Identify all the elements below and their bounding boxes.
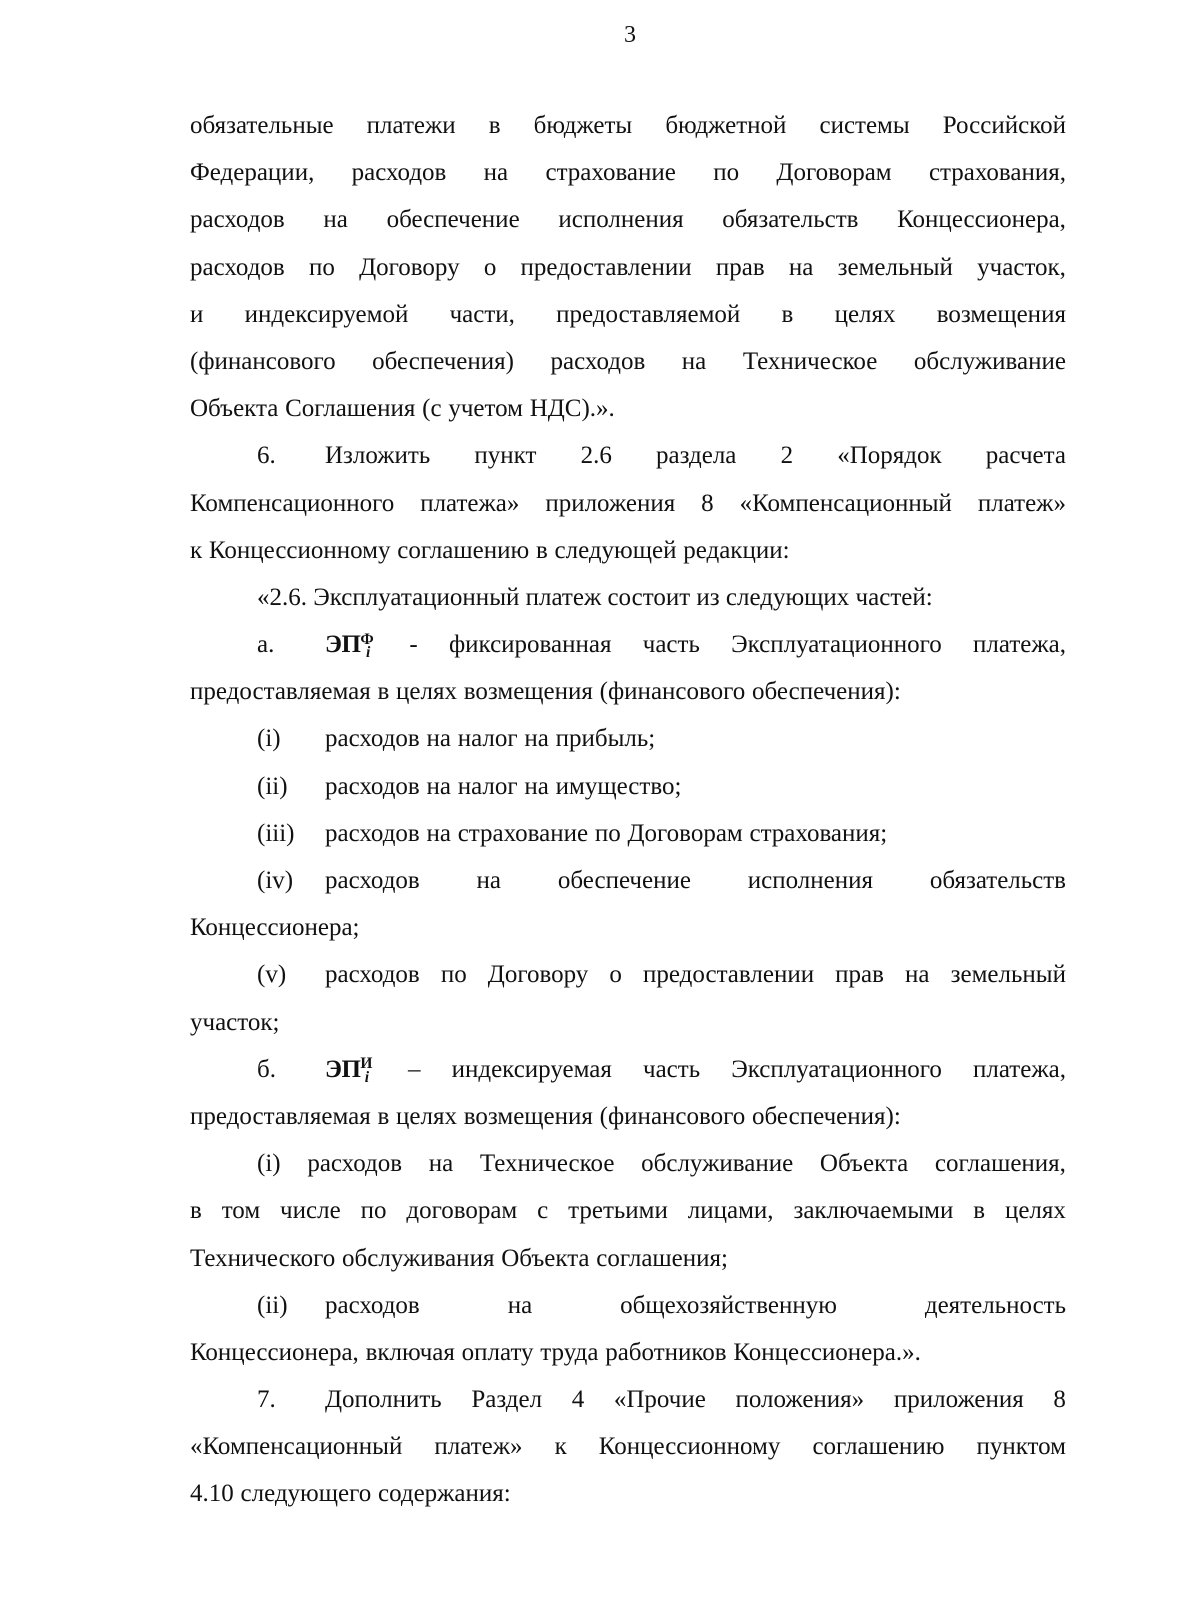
word: прав xyxy=(715,253,765,281)
word: обеспечения) xyxy=(372,347,514,375)
word: 4 xyxy=(571,1386,585,1414)
word: на xyxy=(428,1150,454,1178)
word: на xyxy=(905,961,930,989)
list-item-line xyxy=(190,621,1066,668)
word: деятельность xyxy=(924,1291,1066,1319)
word: следующего xyxy=(240,1480,372,1508)
word: обеспечения): xyxy=(752,678,901,706)
word: расходов xyxy=(190,253,285,281)
word: по xyxy=(308,253,335,281)
word: целях xyxy=(396,678,457,706)
word: части, xyxy=(449,300,515,328)
word: в xyxy=(973,1197,986,1225)
word: Эксплуатационного xyxy=(731,631,942,659)
word: соглашения; xyxy=(596,1244,728,1272)
word: в xyxy=(190,1197,202,1225)
word: прибыль; xyxy=(555,725,656,753)
word: по xyxy=(594,819,621,847)
word: Соглашения xyxy=(285,395,416,423)
word: Техническое xyxy=(479,1150,615,1178)
word: расходов xyxy=(325,725,420,753)
word: о xyxy=(609,961,622,989)
word: Российской xyxy=(942,112,1066,139)
text-line xyxy=(190,196,1066,243)
text-line xyxy=(190,385,1066,432)
word: Договорам xyxy=(776,159,892,187)
formula-base: ЭП xyxy=(325,631,361,659)
word: системы xyxy=(819,112,910,139)
word: Эксплуатационного xyxy=(731,1055,942,1083)
word: редакции: xyxy=(683,536,790,564)
list-marker: б. xyxy=(257,1055,276,1083)
word: приложения xyxy=(893,1386,1024,1414)
word: предоставляемая xyxy=(190,1102,371,1130)
word: о xyxy=(483,253,497,281)
list-item-text xyxy=(325,1282,1066,1329)
word: налог xyxy=(457,772,518,800)
quote-intro xyxy=(190,574,1066,621)
word: Объекта xyxy=(501,1244,590,1272)
word: расходов xyxy=(307,1150,403,1178)
word: платеж» xyxy=(977,489,1066,517)
word: индексируемой xyxy=(244,300,409,328)
word: платежа, xyxy=(973,1055,1066,1083)
word: по xyxy=(360,1197,387,1225)
word: Техническое xyxy=(742,347,878,375)
word: на xyxy=(788,253,814,281)
word: земельный xyxy=(837,253,953,281)
word: предоставлении xyxy=(520,253,692,281)
word: в xyxy=(488,112,501,139)
word: расходов xyxy=(325,772,420,800)
word: на xyxy=(426,772,451,800)
word: и xyxy=(190,300,204,328)
text-line xyxy=(190,668,1066,715)
word: 8 xyxy=(701,489,714,517)
word: обслуживание xyxy=(913,347,1066,375)
word: 8 xyxy=(1053,1386,1066,1414)
word: на xyxy=(524,725,549,753)
list-item-text xyxy=(325,621,1066,671)
word: с xyxy=(537,1197,549,1225)
text-line xyxy=(190,999,1066,1046)
page-number: 3 xyxy=(624,22,636,48)
word: Объекта xyxy=(190,395,279,423)
word: платежи xyxy=(366,112,456,139)
document-body xyxy=(190,102,1066,1518)
word: том xyxy=(221,1197,261,1225)
word: учетом xyxy=(448,395,523,423)
word: Технического xyxy=(190,1244,336,1272)
word: - xyxy=(409,631,418,659)
word: Договорам xyxy=(627,819,743,847)
word: Раздел xyxy=(471,1386,543,1414)
word: Дополнить xyxy=(325,1386,442,1414)
word: Концессионера, xyxy=(190,1338,359,1366)
word: приложения xyxy=(545,489,676,517)
word: Концессионера; xyxy=(190,914,360,942)
word: Изложить xyxy=(325,442,431,470)
word: расходов xyxy=(351,159,447,187)
word: пункт xyxy=(474,442,537,470)
text-line xyxy=(190,102,1066,149)
list-item-text xyxy=(325,715,1066,762)
word: «Порядок xyxy=(837,442,942,470)
word: Концессионера.». xyxy=(733,1338,921,1366)
word: Концессионера, xyxy=(897,206,1066,234)
text-line xyxy=(190,338,1066,385)
word: Концессионному xyxy=(208,536,391,564)
word: труда xyxy=(540,1338,599,1366)
word: участок, xyxy=(977,253,1066,281)
word: возмещения xyxy=(936,300,1066,328)
text-line xyxy=(190,527,1066,574)
word: на xyxy=(476,867,502,894)
word: – xyxy=(407,1055,421,1083)
list-marker: 6. xyxy=(257,442,276,470)
word: расходов xyxy=(325,1291,420,1319)
word: обеспечения): xyxy=(752,1102,901,1130)
word: индексируемая xyxy=(451,1055,612,1083)
word: к xyxy=(190,536,203,564)
word: пунктом xyxy=(976,1433,1066,1461)
word: соглашению xyxy=(397,536,530,564)
word: «Прочие xyxy=(613,1386,706,1414)
word: третьими xyxy=(568,1197,668,1225)
word: в xyxy=(377,678,390,706)
word: обязательств xyxy=(929,867,1066,894)
text-line xyxy=(190,1187,1066,1234)
list-marker: (v) xyxy=(257,961,287,989)
formula-superscript: Ф xyxy=(360,630,374,648)
list-item-text xyxy=(325,1376,1066,1423)
list-item-text xyxy=(325,763,1066,810)
list-marker: (iv) xyxy=(257,867,294,894)
word: расходов xyxy=(325,867,420,894)
word: обслуживание xyxy=(641,1150,794,1178)
formula-base: ЭП xyxy=(325,1055,361,1083)
word: по xyxy=(440,961,467,989)
text-line xyxy=(190,904,1066,951)
word: Компенсационного xyxy=(190,489,395,517)
list-marker: (i) xyxy=(257,1150,281,1178)
text-line xyxy=(190,1470,1066,1517)
word: договорам xyxy=(406,1197,518,1225)
list-item-text xyxy=(325,810,1066,857)
word: исполнения xyxy=(558,206,684,234)
word: (финансового xyxy=(599,1102,746,1130)
word: платеж» xyxy=(434,1433,523,1461)
word: расходов xyxy=(550,347,646,375)
word: НДС).». xyxy=(529,395,615,423)
word: предоставлении xyxy=(642,961,815,989)
word: на xyxy=(483,159,509,187)
word: целях xyxy=(396,1102,457,1130)
word: (финансового xyxy=(599,678,746,706)
word: соглашению xyxy=(812,1433,945,1461)
word: земельный xyxy=(950,961,1066,989)
list-item-line xyxy=(190,810,1066,857)
word: содержания: xyxy=(377,1480,511,1508)
word: 4.10 xyxy=(190,1480,234,1508)
word: прав xyxy=(835,961,884,989)
word: Договору xyxy=(487,961,589,989)
word: на xyxy=(681,347,707,375)
word: к xyxy=(554,1433,567,1461)
text-line xyxy=(190,291,1066,338)
word: работников xyxy=(605,1338,727,1366)
word: возмещения xyxy=(463,1102,593,1130)
word: на xyxy=(507,1291,533,1319)
word: на xyxy=(426,819,451,847)
word: обслуживания xyxy=(342,1244,495,1272)
word: обеспечение xyxy=(386,206,520,234)
word: возмещения xyxy=(463,678,593,706)
formula-symbol xyxy=(325,621,378,671)
word: раздела xyxy=(655,442,737,470)
word: на xyxy=(524,772,549,800)
word: расчета xyxy=(985,442,1066,470)
word: следующей xyxy=(554,536,677,564)
text-line xyxy=(190,244,1066,291)
list-item-line xyxy=(190,1046,1066,1093)
quote-intro-text: «2.6. Эксплуатационный платеж состоит из следующих частей: xyxy=(257,583,933,611)
word: налог xyxy=(457,725,518,753)
word: лицами, xyxy=(687,1197,774,1225)
list-item-line xyxy=(190,1282,1066,1329)
word: расходов xyxy=(325,819,420,847)
list-item-line xyxy=(190,432,1066,479)
list-item-line xyxy=(190,857,1066,904)
word: часть xyxy=(643,1055,701,1083)
word: (финансового xyxy=(190,347,336,375)
word: расходов xyxy=(190,206,285,234)
word: в xyxy=(535,536,548,564)
text-line xyxy=(190,480,1066,527)
word: расходов xyxy=(325,961,420,989)
word: включая xyxy=(365,1338,455,1366)
word: 2.6 xyxy=(580,442,612,470)
word: платежа» xyxy=(420,489,520,517)
word: фиксированная xyxy=(448,631,612,659)
word: имущество; xyxy=(555,772,682,800)
text-line xyxy=(190,1423,1066,1470)
word: страхование xyxy=(457,819,589,847)
word: предоставляемая xyxy=(190,678,371,706)
list-item-line xyxy=(190,763,1066,810)
text-line xyxy=(190,1235,1066,1282)
word: страхование xyxy=(545,159,676,187)
text-line xyxy=(190,1329,1066,1376)
list-item-line xyxy=(190,1376,1066,1423)
list-item-text xyxy=(325,432,1066,479)
word: оплату xyxy=(461,1338,534,1366)
word: Федерации, xyxy=(190,159,315,187)
word: целях xyxy=(1004,1197,1066,1225)
word: числе xyxy=(280,1197,341,1225)
word: положения» xyxy=(735,1386,865,1414)
list-item-line xyxy=(190,1140,1066,1187)
word: бюджетной xyxy=(665,112,787,139)
word: «Компенсационный xyxy=(190,1433,403,1461)
word: часть xyxy=(642,631,700,659)
word: платежа, xyxy=(973,631,1066,659)
list-marker: а. xyxy=(257,631,275,659)
word: страхования; xyxy=(749,819,888,847)
word: на xyxy=(426,725,451,753)
word: бюджеты xyxy=(533,112,633,139)
formula-subscript: i xyxy=(365,644,371,662)
word: Концессионному xyxy=(598,1433,781,1461)
text-line xyxy=(190,149,1066,196)
list-item-text xyxy=(325,857,1066,904)
word: Объекта xyxy=(819,1150,909,1178)
word: в xyxy=(377,1102,390,1130)
text-line xyxy=(190,1093,1066,1140)
formula-symbol xyxy=(325,1046,377,1096)
word: на xyxy=(323,206,348,234)
word: по xyxy=(713,159,740,187)
formula-subscript: i xyxy=(364,1069,370,1087)
word: (с xyxy=(422,395,442,423)
list-marker: 7. xyxy=(257,1386,276,1414)
list-item-text xyxy=(325,951,1066,998)
formula-superscript: И xyxy=(360,1055,373,1073)
word: Договору xyxy=(359,253,460,281)
list-item-line xyxy=(190,951,1066,998)
word: обеспечение xyxy=(557,867,691,894)
word: заключаемыми xyxy=(793,1197,954,1225)
list-marker: (ii) xyxy=(257,772,288,800)
list-marker: (ii) xyxy=(257,1291,288,1319)
word: обязательств xyxy=(722,206,859,234)
word: страхования, xyxy=(928,159,1066,187)
word: общехозяйственную xyxy=(620,1291,837,1319)
word: участок; xyxy=(190,1008,280,1036)
word: соглашения, xyxy=(934,1150,1066,1178)
word: исполнения xyxy=(747,867,874,894)
word: 2 xyxy=(780,442,794,470)
list-item-line xyxy=(190,715,1066,762)
word: целях xyxy=(834,300,896,328)
word: «Компенсационный xyxy=(739,489,952,517)
list-marker: (iii) xyxy=(257,819,295,847)
word: предоставляемой xyxy=(556,300,741,328)
list-item-text xyxy=(325,1046,1066,1096)
list-marker: (i) xyxy=(257,725,281,753)
word: обязательные xyxy=(190,112,334,139)
word: в xyxy=(781,300,794,328)
